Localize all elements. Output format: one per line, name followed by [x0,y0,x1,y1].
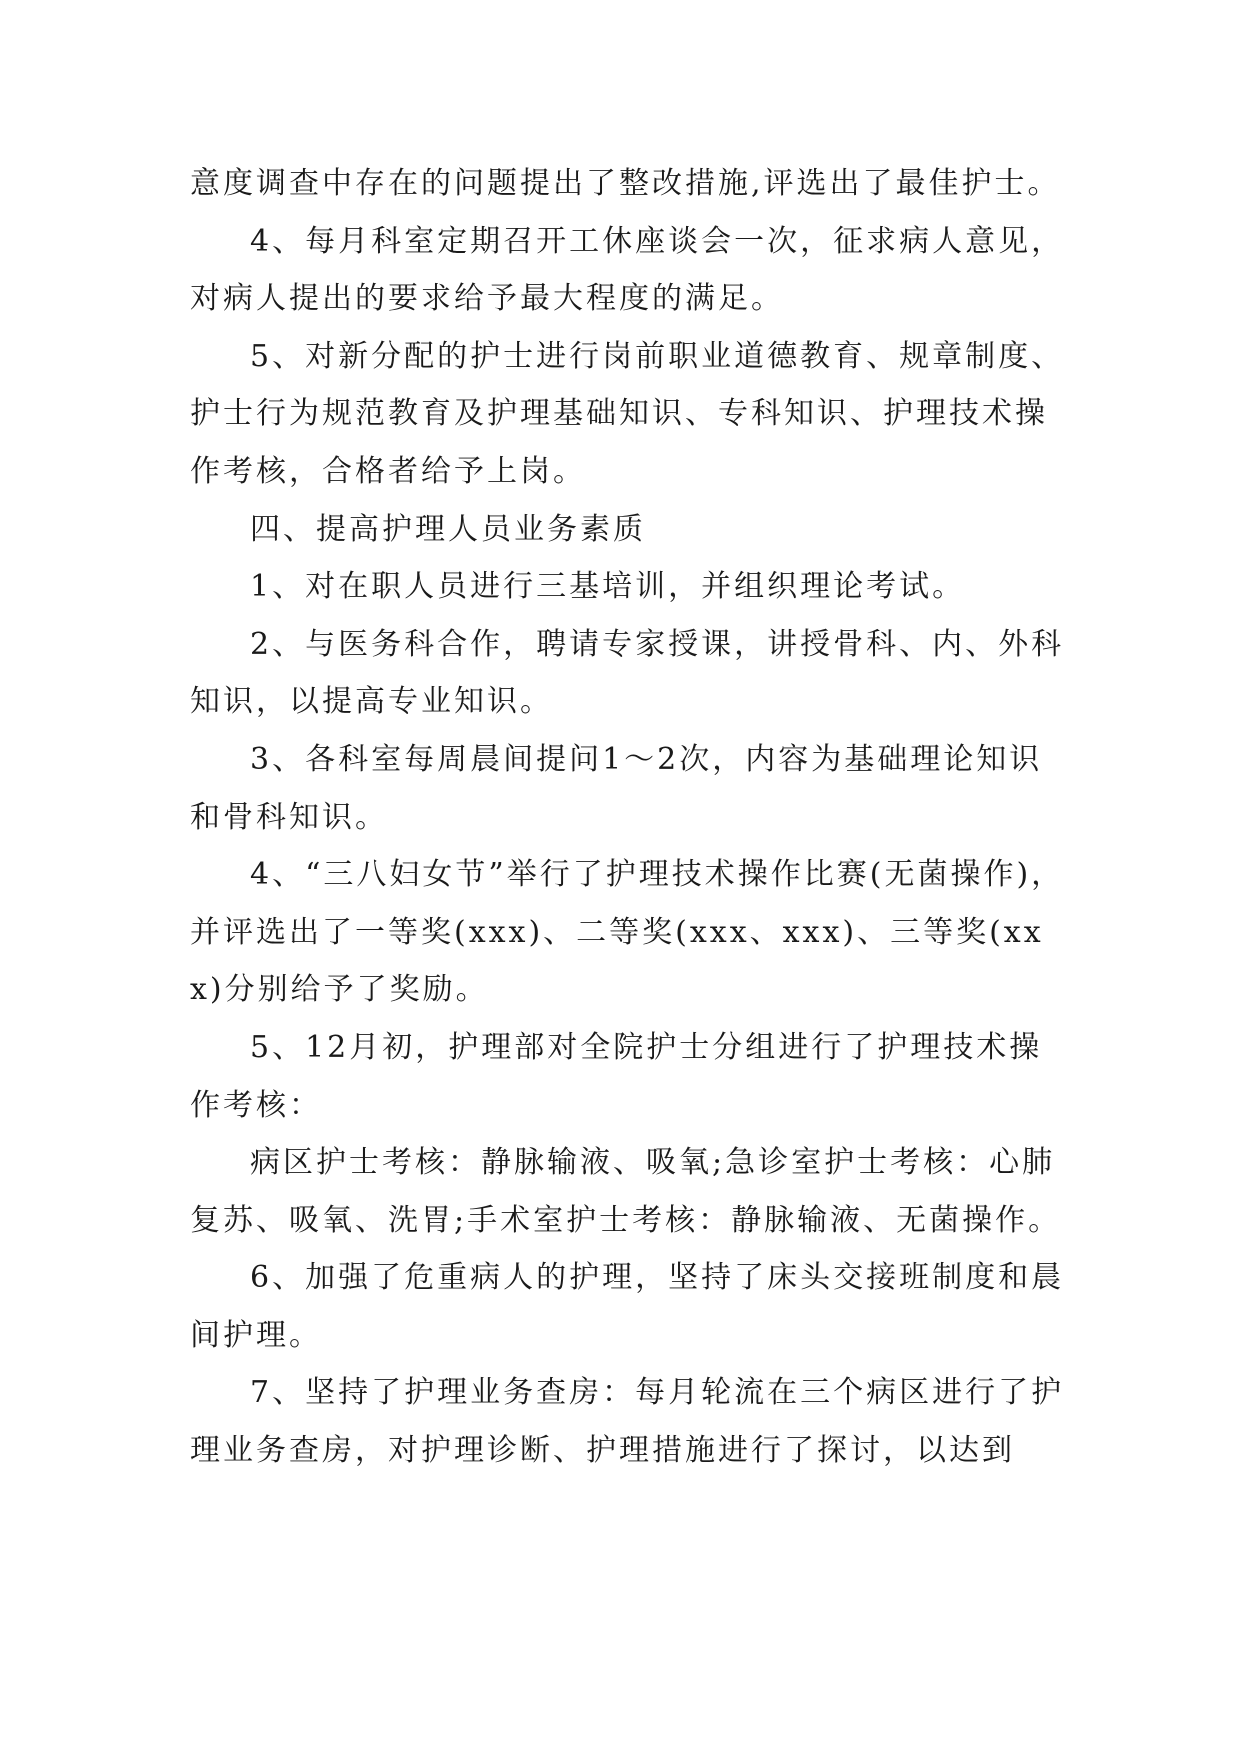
paragraph-item-4: 4、每月科室定期召开工休座谈会一次，征求病人意见，对病人提出的要求给予最大程度的满足。 [190,223,1065,317]
paragraph-item-5-assessment: 5、12月初，护理部对全院护士分组进行了护理技术操作考核： [190,1029,1043,1123]
paragraph-continuation: 意度调查中存在的问题提出了整改措施,评选出了最佳护士。 [190,166,1061,201]
paragraph-item-2: 2、与医务科合作，聘请专家授课，讲授骨科、内、外科知识，以提高专业知识。 [190,626,1065,720]
paragraph-item-3: 3、各科室每周晨间提问1～2次，内容为基础理论知识和骨科知识。 [190,741,1043,835]
paragraph-item-1: 1、对在职人员进行三基培训，并组织理论考试。 [250,569,966,605]
paragraph-item-4-competition: 4、“三八妇女节”举行了护理技术操作比赛(无菌操作)，并评选出了一等奖(xxx)、二等奖(xxx、xxx)、三等奖(xxx)分别给予了奖励。 [190,857,1065,1008]
paragraph-item-7: 7、坚持了护理业务查房：每月轮流在三个病区进行了护理业务查房，对护理诊断、护理措施进行了探讨，以达到 [190,1375,1065,1469]
section-heading: 四、提高护理人员业务素质 [250,511,646,547]
document-body [190,155,1070,1480]
paragraph-item-5: 5、对新分配的护士进行岗前职业道德教育、规章制度、护士行为规范教育及护理基础知识、专科知识、护理技术操作考核，合格者给予上岗。 [190,338,1065,489]
paragraph-assessment-details: 病区护士考核：静脉输液、吸氧;急诊室护士考核：心肺复苏、吸氧、洗胃;手术室护士考核：静脉输液、无菌操作。 [190,1145,1062,1238]
paragraph-item-6: 6、加强了危重病人的护理，坚持了床头交接班制度和晨间护理。 [190,1260,1065,1353]
